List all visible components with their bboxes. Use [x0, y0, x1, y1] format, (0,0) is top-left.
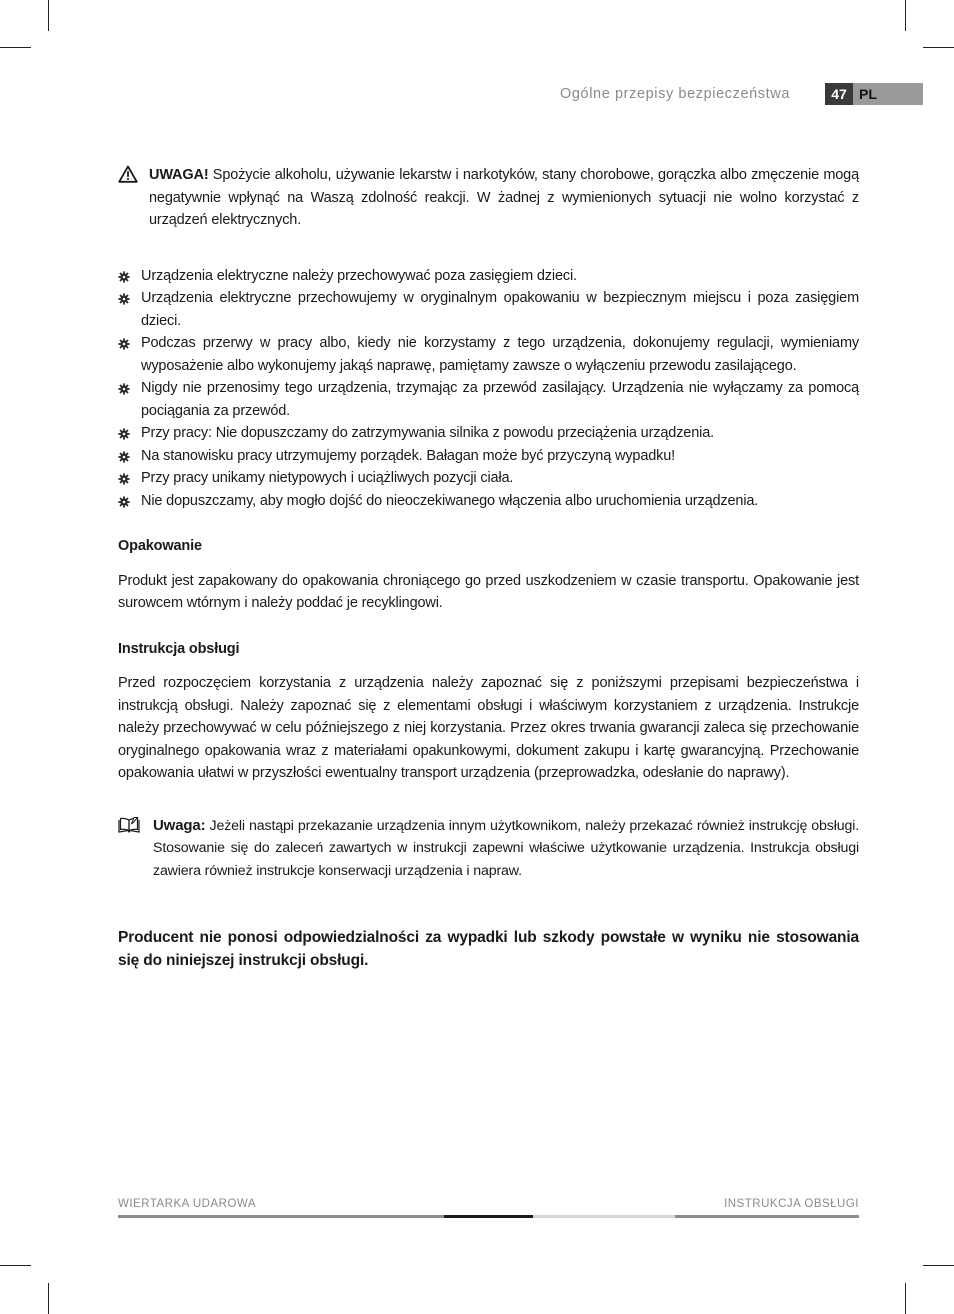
- gear-bullet-icon: [118, 338, 130, 350]
- crop-mark: [0, 1265, 31, 1266]
- footer-product-name: WIERTARKA UDAROWA: [118, 1198, 256, 1210]
- safety-list: [118, 265, 859, 513]
- gear-bullet-icon: [118, 293, 130, 305]
- list-item: Urządzenia elektryczne przechowujemy w oryginalnym opakowaniu w bezpiecznym miejscu i poza zasięgiem dzieci.: [118, 287, 859, 332]
- page-number: 47: [825, 83, 853, 105]
- list-item: Nigdy nie przenosimy tego urządzenia, trzymając za przewód zasilający. Urządzenia nie wyłączamy za pomocą pociągania za przewód.: [118, 377, 859, 422]
- gear-bullet-icon: [118, 428, 130, 440]
- packaging-text: Produkt jest zapakowany do opakowania chroniącego go przed uszkodzeniem w czasie transportu. Opakowanie jest surowcem wtórnym i należy poddać je recyklingowi.: [118, 572, 859, 611]
- crop-mark: [48, 0, 49, 31]
- page-content: [118, 164, 859, 972]
- open-book-icon: [118, 817, 140, 833]
- footer-bar-segment: [533, 1215, 675, 1218]
- crop-mark: [0, 47, 31, 48]
- list-item: Podczas przerwy w pracy albo, kiedy nie korzystamy z tego urządzenia, dokonujemy regulacji, wymieniamy wyposażenie albo wykonujemy jakąś naprawę, pamiętamy zawsze o wyłączeniu przewodu zasilającego.: [118, 332, 859, 377]
- footer-bar-segment: [118, 1215, 444, 1218]
- gear-bullet-icon: [118, 271, 130, 283]
- note-label: Uwaga:: [153, 816, 206, 834]
- note-block: [118, 815, 859, 883]
- warning-text: Spożycie alkoholu, używanie lekarstw i narkotyków, stany chorobowe, gorączka albo zmęczenie mogą negatywnie wpłynąć na Waszą zdolność reakcji. W żadnej z wymienionych sytuacji nie wolno korzystać z urządzeń elektrycznych.: [149, 167, 859, 228]
- footer-document-name: INSTRUKCJA OBSŁUGI: [724, 1198, 859, 1210]
- footer-bar-segment: [444, 1215, 533, 1218]
- warning-label: UWAGA!: [149, 167, 209, 183]
- gear-bullet-icon: [118, 383, 130, 395]
- disclaimer: Producent nie ponosi odpowiedzialności za wypadki lub szkody powstałe w wyniku nie stosowania się do niniejszej instrukcji obsługi.: [118, 929, 859, 969]
- section-title: Ogólne przepisy bezpieczeństwa: [560, 86, 790, 102]
- list-item: Urządzenia elektryczne należy przechowywać poza zasięgiem dzieci.: [118, 265, 859, 288]
- crop-mark: [923, 1265, 954, 1266]
- note-text: Jeżeli nastąpi przekazanie urządzenia innym użytkownikom, należy przekazać również instrukcję obsługi. Stosowanie się do zaleceń zawartych w instrukcji zapewni właściwe użytkowanie urządzenia. Instrukcja obsługi zawiera również instrukcje konserwacji urządzenia i napraw.: [153, 817, 859, 879]
- crop-mark: [48, 1283, 49, 1314]
- manual-text: Przed rozpoczęciem korzystania z urządzenia należy zapoznać się z poniższymi przepisami bezpieczeństwa i instrukcją obsługi. Należy zapoznać się z elementami obsługi i właściwym korzystaniem z urządzenia. Instrukcje należy przechowywać w celu późniejszego z niej korzystania. Przez okres trwania gwarancji zaleca się przechowanie oryginalnego opakowania wraz z materiałami opakunkowymi, dokument zakupu i kartę gwarancyjną. Przechowanie opakowania ułatwi w przyszłości ewentualny transport urządzenia (przeprowadzka, odesłanie do naprawy).: [118, 675, 859, 781]
- gear-bullet-icon: [118, 473, 130, 485]
- manual-heading: Instrukcja obsługi: [118, 640, 240, 657]
- crop-mark: [905, 1283, 906, 1314]
- list-item: Przy pracy: Nie dopuszczamy do zatrzymywania silnika z powodu przeciążenia urządzenia.: [118, 422, 859, 445]
- crop-mark: [923, 47, 954, 48]
- footer-bar-segment: [675, 1215, 859, 1218]
- language-tab: PL: [853, 83, 923, 105]
- gear-bullet-icon: [118, 496, 130, 508]
- list-item: Na stanowisku pracy utrzymujemy porządek. Bałagan może być przyczyną wypadku!: [118, 445, 859, 468]
- warning-block: [118, 164, 859, 232]
- list-item: Nie dopuszczamy, aby mogło dojść do nieoczekiwanego włączenia albo uruchomienia urządzenia.: [118, 490, 859, 513]
- warning-triangle-icon: [118, 165, 138, 183]
- list-item: Przy pracy unikamy nietypowych i uciążliwych pozycji ciała.: [118, 467, 859, 490]
- crop-mark: [905, 0, 906, 31]
- gear-bullet-icon: [118, 451, 130, 463]
- packaging-heading: Opakowanie: [118, 538, 202, 554]
